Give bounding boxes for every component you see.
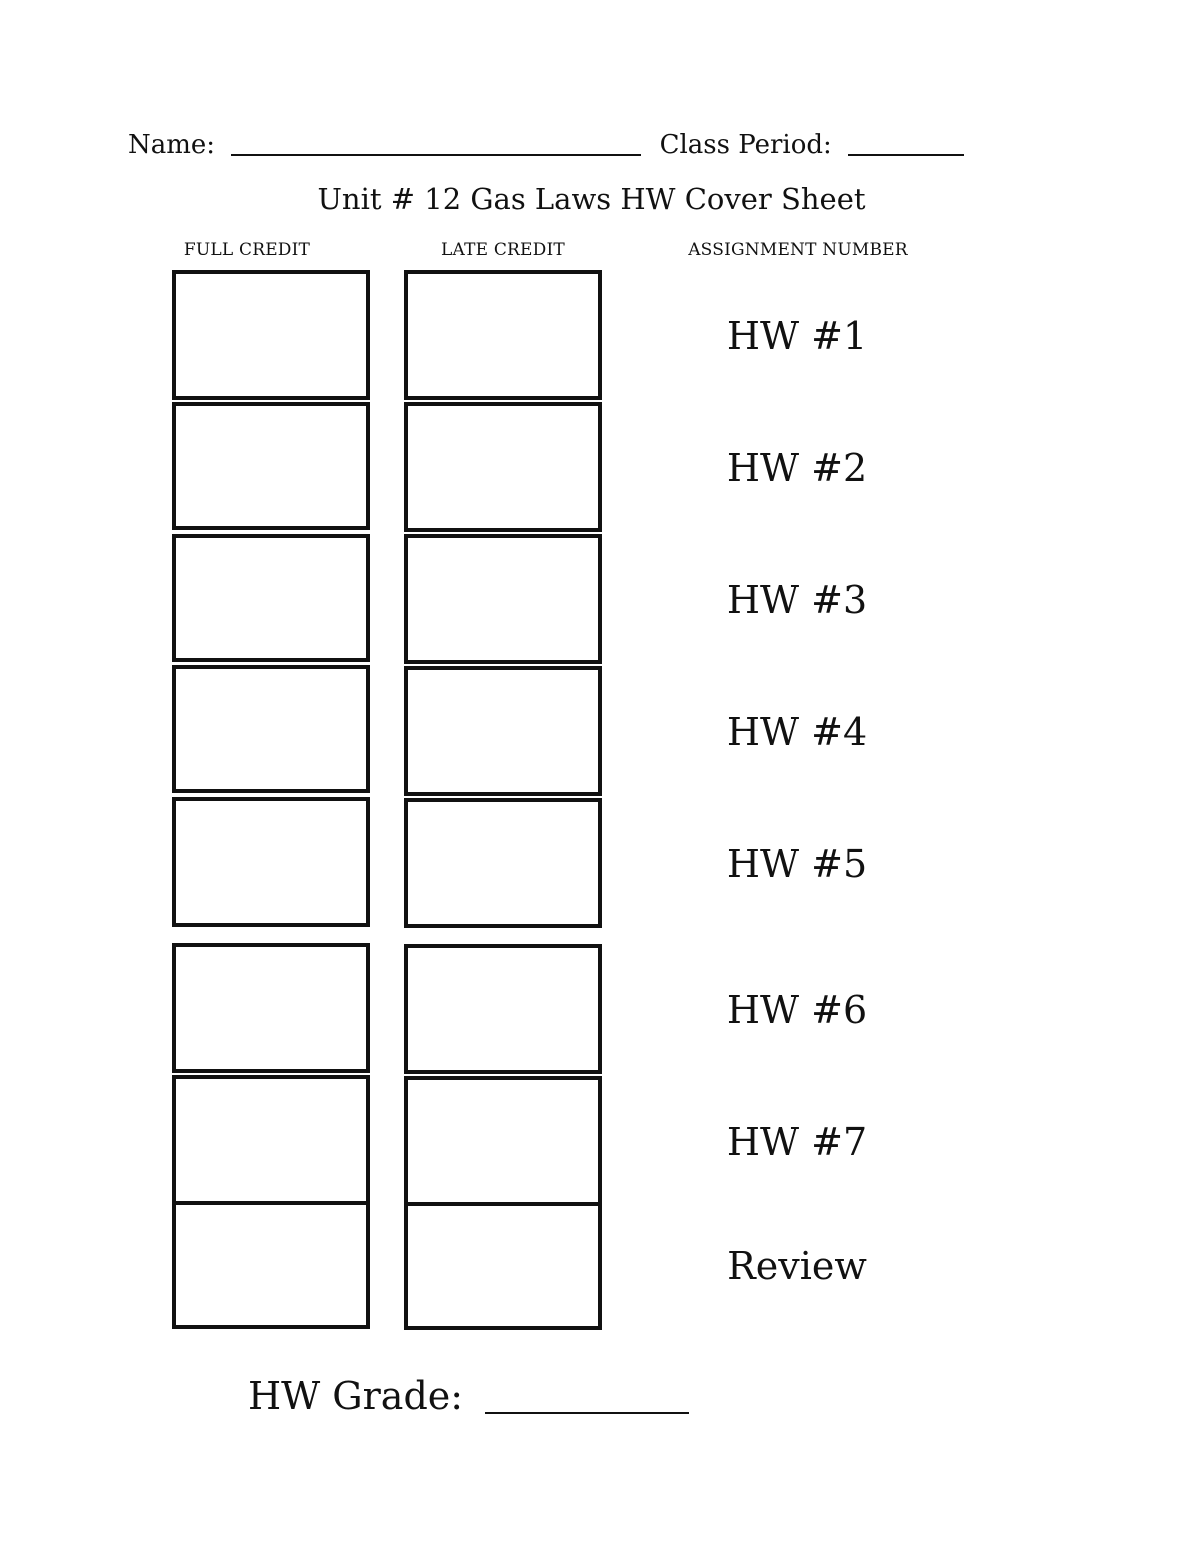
full-credit-box-hw7[interactable] [172,1075,370,1205]
full-credit-box-hw2[interactable] [172,402,370,530]
assignment-label-hw5: HW #5 [726,842,868,886]
late-credit-box-hw6[interactable] [404,944,602,1074]
full-credit-box-hw3[interactable] [172,534,370,662]
column-header-assignment-number: ASSIGNMENT NUMBER [688,240,908,260]
late-credit-box-hw3[interactable] [404,534,602,664]
late-credit-box-review[interactable] [404,1202,602,1330]
name-label: Name: [128,130,216,160]
late-credit-box-hw5[interactable] [404,798,602,928]
assignment-label-hw6: HW #6 [726,988,868,1032]
late-credit-box-hw7[interactable] [404,1076,602,1206]
full-credit-box-hw6[interactable] [172,943,370,1073]
full-credit-box-review[interactable] [172,1201,370,1329]
hw-grade-line [248,1374,689,1418]
late-credit-box-hw4[interactable] [404,666,602,796]
column-header-full-credit: FULL CREDIT [183,240,311,260]
assignment-label-hw4: HW #4 [726,710,868,754]
late-credit-box-hw2[interactable] [404,402,602,532]
late-credit-box-hw1[interactable] [404,270,602,400]
assignment-label-hw2: HW #2 [726,446,868,490]
name-field[interactable] [231,128,641,156]
assignment-label-hw3: HW #3 [726,578,868,622]
header-line [128,128,948,168]
assignment-label-hw1: HW #1 [726,314,868,358]
column-header-late-credit: LATE CREDIT [441,240,565,260]
class-period-label: Class Period: [659,130,832,160]
hw-grade-label: HW Grade: [248,1374,464,1418]
full-credit-box-hw1[interactable] [172,270,370,400]
full-credit-box-hw5[interactable] [172,797,370,927]
assignment-label-review: Review [727,1244,867,1288]
full-credit-box-hw4[interactable] [172,665,370,793]
hw-grade-field[interactable] [485,1376,689,1414]
class-period-field[interactable] [848,128,964,156]
assignment-label-hw7: HW #7 [726,1120,868,1164]
page-title: Unit # 12 Gas Laws HW Cover Sheet [317,182,866,216]
